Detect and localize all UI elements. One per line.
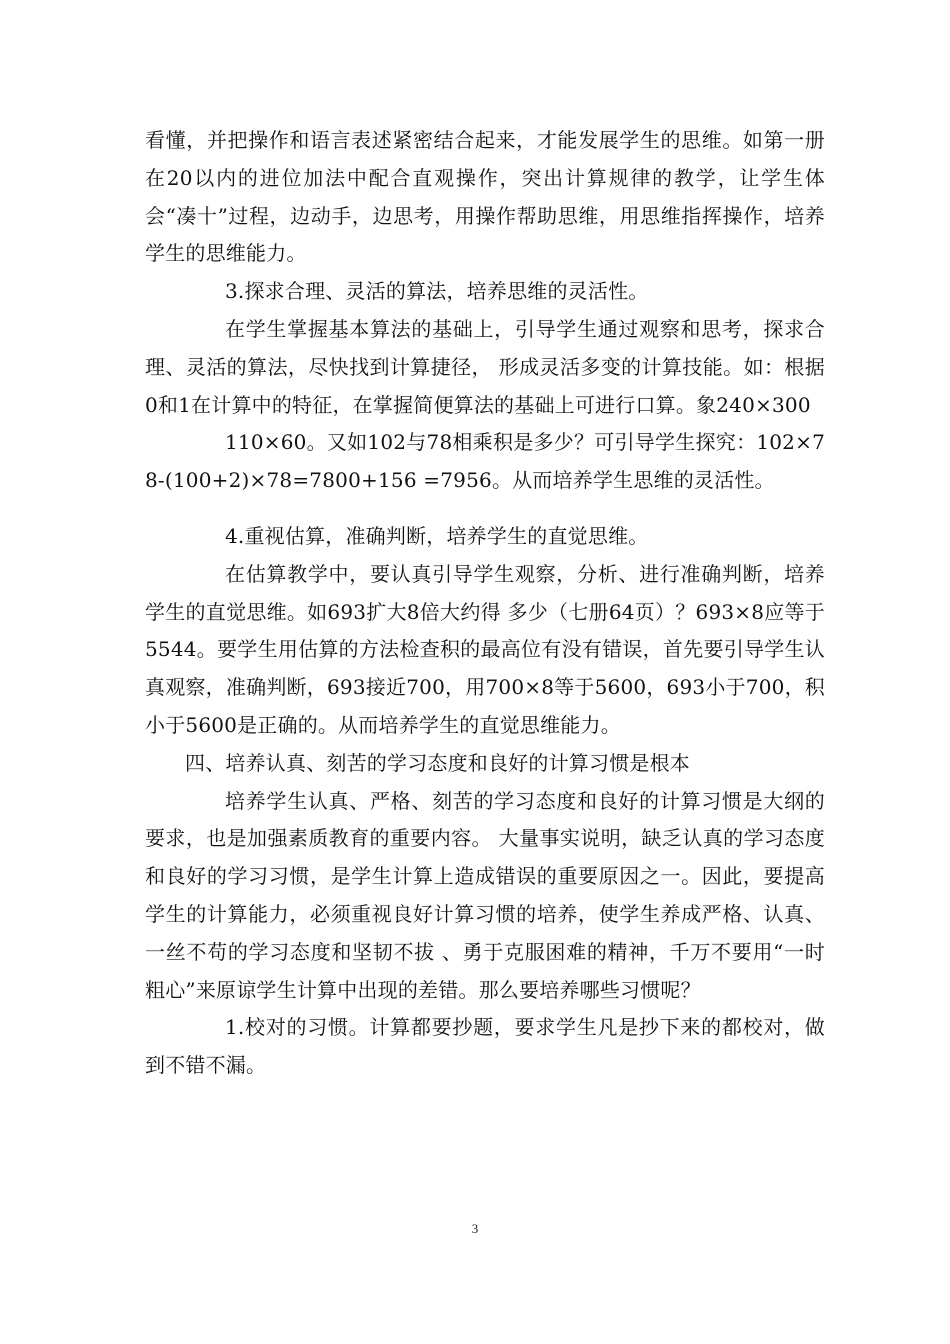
paragraph-estimation: 在估算教学中，要认真引导学生观察，分析、进行准确判断，培养学生的直觉思维。如693扩大8倍大约得 多少（七册64页）？693×8应等于5544。要学生用估算的方法检查积的最高位有没有错误，首先要引导学生认真观察，准确判断，693接近700，用700×8等于5600，693小于700，积小于5600是正确的。从而培养学生的直觉思维能力。 xyxy=(145,561,825,737)
paragraph-gap xyxy=(145,500,825,518)
paragraph-example-calculation: 110×60。又如102与78相乘积是多少？可引导学生探究：102×78-(100+2)×78=7800+156 =7956。从而培养学生思维的灵活性。 xyxy=(145,430,825,493)
subheading-3: 3.探求合理、灵活的算法，培养思维的灵活性。 xyxy=(225,279,649,304)
paragraph-continuation: 看懂，并把操作和语言表述紧密结合起来，才能发展学生的思维。如第一册在20以内的进位加法中配合直观操作，突出计算规律的教学，让学生体会“凑十”过程，边动手，边思考，用操作帮助思维，用思维指挥操作，培养学生的思维能力。 xyxy=(145,128,825,266)
body-text xyxy=(145,122,825,1085)
paragraph-flexible-algorithms: 在学生掌握基本算法的基础上，引导学生通过观察和思考，探求合理、灵活的算法，尽快找到计算捷径， 形成灵活多变的计算技能。如：根据0和1在计算中的特征，在掌握简便算法的基础上可进行口算。象240×300 xyxy=(145,316,825,417)
subheading-4: 4.重视估算，准确判断，培养学生的直觉思维。 xyxy=(225,523,649,548)
page-number: 3 xyxy=(471,1221,479,1236)
paragraph-study-habits: 培养学生认真、严格、刻苦的学习态度和良好的计算习惯是大纲的要求，也是加强素质教育的重要内容。 大量事实说明，缺乏认真的学习态度和良好的学习习惯，是学生计算上造成错误的重要原因之一。因此，要提高学生的计算能力，必须重视良好计算习惯的培养，使学生养成严格、认真、一丝不苟的学习态度和坚韧不拔 、勇于克服困难的精神，千万不要用“一时粗心”来原谅学生计算中出现的差错。那么要培养哪些习惯呢？ xyxy=(145,788,825,1002)
paragraph-checking-habit: 1.校对的习惯。计算都要抄题，要求学生凡是抄下来的都校对，做到不错不漏。 xyxy=(145,1015,825,1078)
section-heading-4: 四、培养认真、刻苦的学习态度和良好的计算习惯是根本 xyxy=(185,750,690,775)
